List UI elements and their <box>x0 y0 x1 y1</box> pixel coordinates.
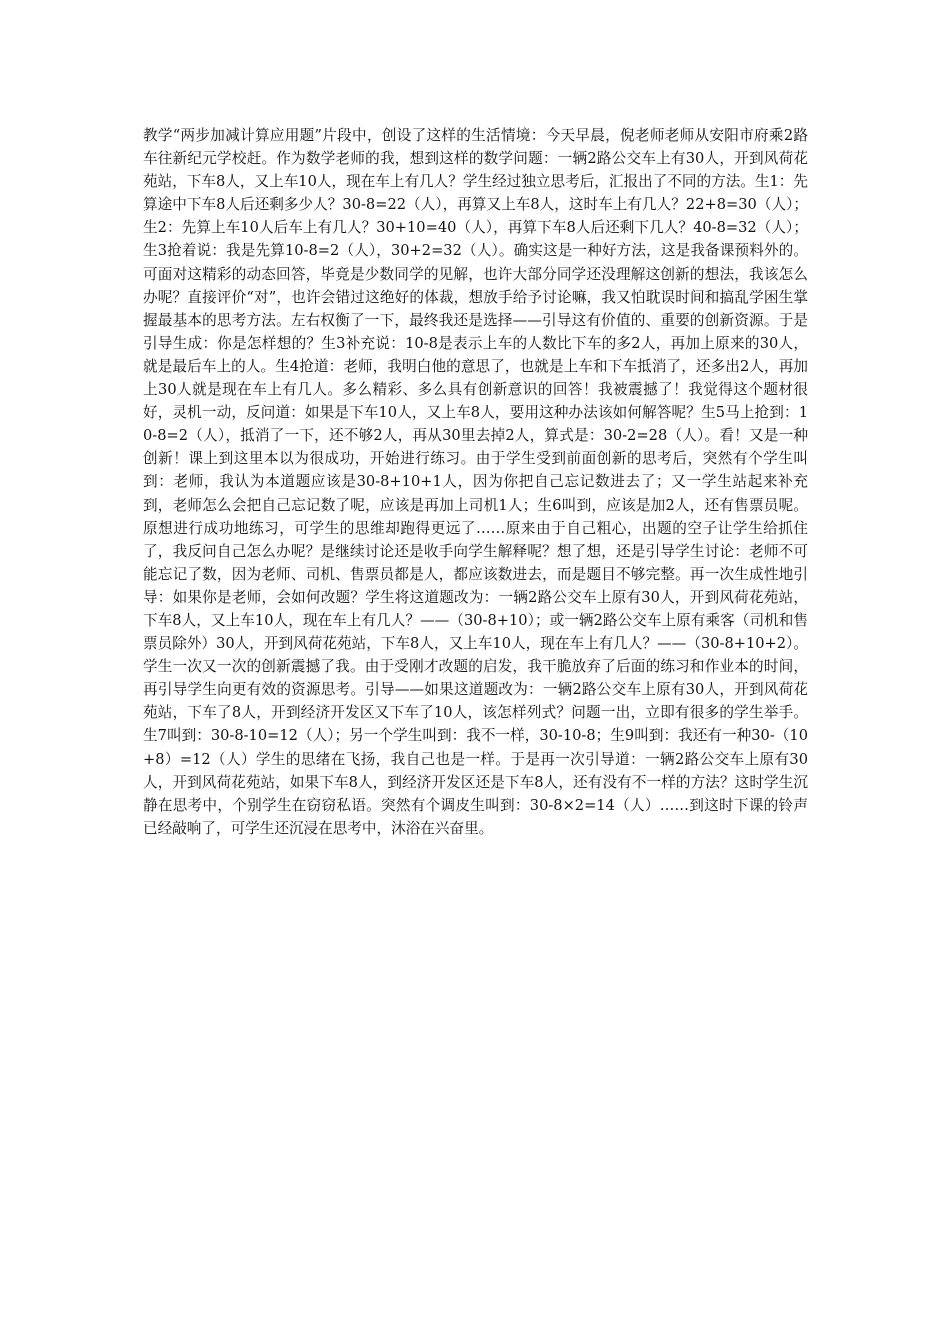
body-paragraph: 教学“两步加减计算应用题”片段中，创设了这样的生活情境：今天早晨，倪老师老师从安阳市府乘2路车往新纪元学校赶。作为数学老师的我，想到这样的数学问题：一辆2路公交车上有30人，开到风荷花苑站，下车8人，又上车10人，现在车上有几人？学生经过独立思考后，汇报出了不同的方法。生1：先算途中下车8人后还剩多少人？30-8=22（人），再算又上车8人，这时车上有几人？22+8=30（人）；生2：先算上车10人后车上有几人？30+10=40（人），再算下车8人后还剩下几人？40-8=32（人）；生3抢着说：我是先算10-8=2（人），30+2=32（人）。确实这是一种好方法，这是我备课预料外的。可面对这精彩的动态回答，毕竟是少数同学的见解，也许大部分同学还没理解这创新的想法，我该怎么办呢？直接评价“对”，也许会错过这绝好的体裁，想放手给予讨论嘛，我又怕耽误时间和搞乱学困生掌握最基本的思考方法。左右权衡了一下，最终我还是选择——引导这有价值的、重要的创新资源。于是引导生成：你是怎样想的？生3补充说：10-8是表示上车的人数比下车的多2人，再加上原来的30人，就是最后车上的人。生4抢道：老师，我明白他的意思了，也就是上车和下车抵消了，还多出2人，再加上30人就是现在车上有几人。多么精彩、多么具有创新意识的回答！我被震撼了！我觉得这个题材很好，灵机一动，反问道：如果是下车10人，又上车8人，要用这种办法该如何解答呢？生5马上抢到：10-8=2（人），抵消了一下，还不够2人，再从30里去掉2人，算式是：30-2=28（人）。看！又是一种创新！课上到这里本以为很成功，开始进行练习。由于学生受到前面创新的思考后，突然有个学生叫到：老师，我认为本道题应该是30-8+10+1人，因为你把自己忘记数进去了；又一学生站起来补充到，老师怎么会把自己忘记数了呢，应该是再加上司机1人；生6叫到，应该是加2人，还有售票员呢。原想进行成功地练习，可学生的思维却跑得更远了……原来由于自己粗心，出题的空子让学生给抓住了，我反问自己怎么办呢？是继续讨论还是收手向学生解释呢？想了想，还是引导学生讨论：老师不可能忘记了数，因为老师、司机、售票员都是人，都应该数进去，而是题目不够完整。再一次生成性地引导：如果你是老师，会如何改题？学生将这道题改为：一辆2路公交车上原有30人，开到风荷花苑站，下车8人，又上车10人，现在车上有几人？——（30-8+10）；或一辆2路公交车上原有乘客（司机和售票员除外）30人，开到风荷花苑站，下车8人，又上车10人，现在车上有几人？——（30-8+10+2）。学生一次又一次的创新震撼了我。由于受刚才改题的启发，我干脆放弃了后面的练习和作业本的时间，再引导学生向更有效的资源思考。引导——如果这道题改为：一辆2路公交车上原有30人，开到风荷花苑站，下车了8人，开到经济开发区又下车了10人，该怎样列式？问题一出，立即有很多的学生举手。生7叫到：30-8-10=12（人）；另一个学生叫到：我不一样，30-10-8；生9叫到：我还有一种30-（10+8）=12（人）学生的思绪在飞扬，我自己也是一样。于是再一次引导道：一辆2路公交车上原有30人，开到风荷花苑站，如果下车8人，到经济开发区还是下车8人，还有没有不一样的方法？这时学生沉静在思考中，个别学生在窃窃私语。突然有个调皮生叫到：30-8×2=14（人）……到这时下课的铃声已经敲响了，可学生还沉浸在思考中，沐浴在兴奋里。 <box>143 127 808 837</box>
